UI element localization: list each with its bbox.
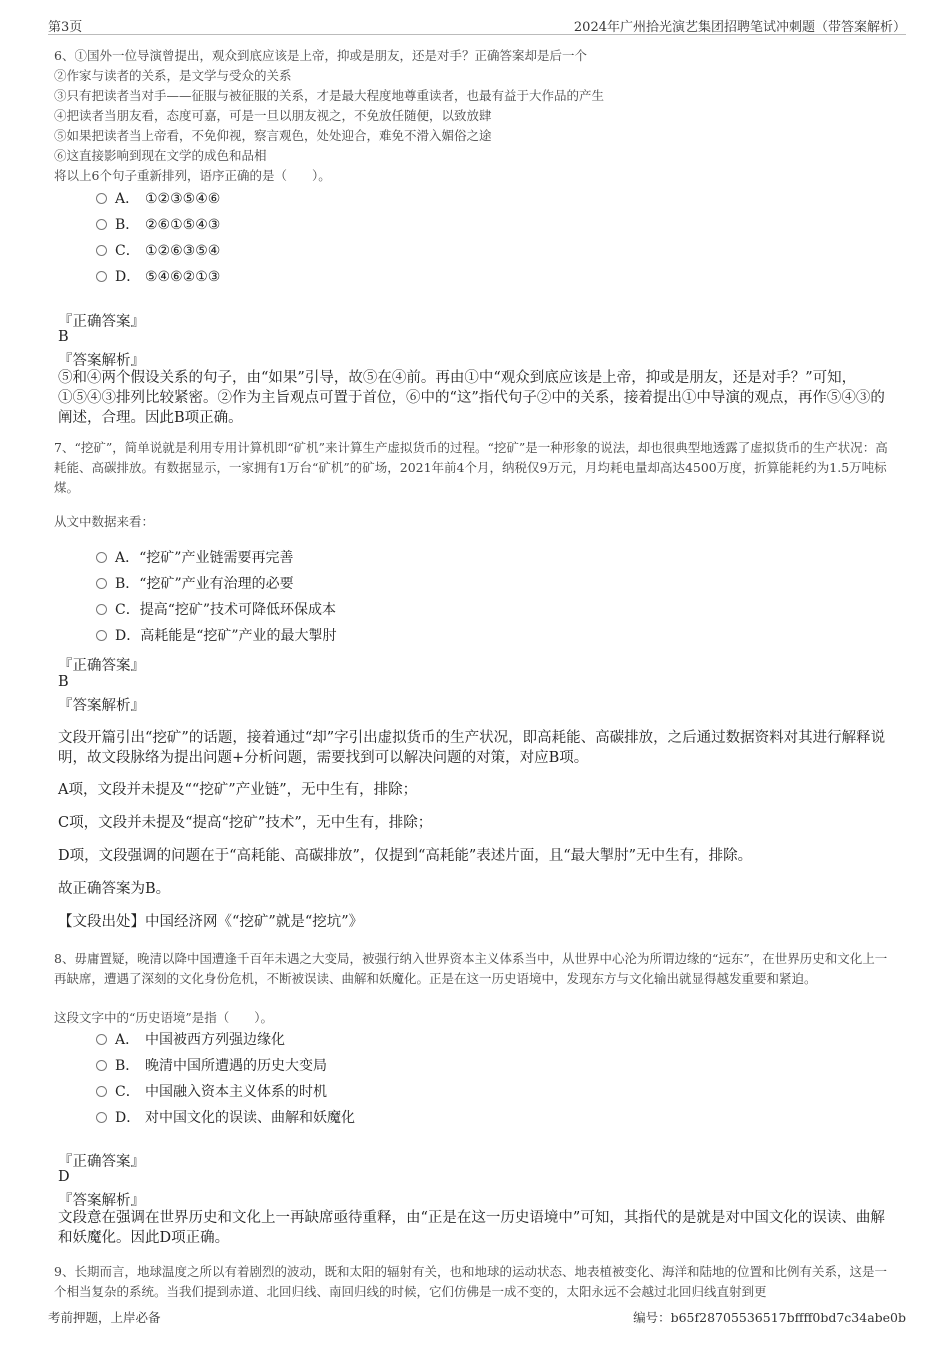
q8-option-a[interactable]: A． 中国被西方列强边缘化 — [96, 1029, 285, 1051]
radio-icon[interactable] — [96, 193, 107, 204]
q7-question: 从文中数据来看： — [54, 514, 155, 529]
q7-analysis-p3: C项，文段并未提及“提高“挖矿”技术”，无中生有，排除； — [58, 815, 433, 831]
q8-analysis-label: 『答案解析』 — [58, 1193, 145, 1209]
q6-line: ④把读者当朋友看，态度可嘉，可是一旦以朋友视之，不免放任随便，以致放肆 — [54, 108, 492, 123]
q6-line: ②作家与读者的关系，是文学与受众的关系 — [54, 68, 292, 83]
q6-answer: B — [58, 329, 69, 345]
q7-option-d[interactable]: D．高耗能是“挖矿”产业的最大掣肘 — [96, 625, 337, 647]
q6-option-c[interactable]: C． ①②⑥③⑤④ — [96, 240, 220, 262]
radio-icon[interactable] — [96, 1086, 107, 1097]
q7-source: 【文段出处】中国经济网《“挖矿”就是“挖坑”》 — [58, 914, 364, 930]
q7-option-b[interactable]: B．“挖矿”产业有治理的必要 — [96, 573, 294, 595]
radio-icon[interactable] — [96, 1112, 107, 1123]
document-title: 2024年广州拾光演艺集团招聘笔试冲刺题（带答案解析） — [573, 20, 906, 35]
q8-answer-label: 『正确答案』 — [58, 1154, 145, 1170]
q7-answer-label: 『正确答案』 — [58, 658, 145, 674]
q7-analysis-label: 『答案解析』 — [58, 698, 145, 714]
radio-icon[interactable] — [96, 245, 107, 256]
q7-answer: B — [58, 674, 69, 690]
question-9-stem: 9、长期而言，地球温度之所以有着剧烈的波动，既和太阳的辐射有关，也和地球的运动状态、地表植被变化、海洋和陆地的位置和比例有关系，这是一个相当复杂的系统。当我们提到赤道、北回归线、南回归线的时候，它们仿佛是一成不变的，太阳永远不会越过北回归线直射到更 — [54, 1264, 887, 1299]
question-6-stem — [54, 46, 894, 186]
q7-analysis-p2: A项，文段并未提及““挖矿”产业链”，无中生有，排除； — [58, 782, 418, 798]
q7-option-a[interactable]: A．“挖矿”产业链需要再完善 — [96, 547, 293, 569]
q6-answer-label: 『正确答案』 — [58, 314, 145, 330]
q6-option-d[interactable]: D． ⑤④⑥②①③ — [96, 266, 220, 288]
q8-answer: D — [58, 1169, 70, 1185]
q7-analysis-p4: D项，文段强调的问题在于“高耗能、高碳排放”，仅提到“高耗能”表述片面，且“最大掣肘”无中生有，排除。 — [58, 848, 753, 864]
q6-analysis: ⑤和④两个假设关系的句子，由“如果”引导，故⑤在④前。再由①中“观众到底应该是上帝，抑或是朋友，还是对手？”可知，①⑤④③排列比较紧密。②作为主旨观点可置于首位，⑥中的“这”指代句子②中的关系，接着提出①中导演的观点，再作⑤④③的阐述，合理。因此B项正确。 — [58, 370, 885, 426]
footer-slogan: 考前押题，上岸必备 — [48, 1310, 161, 1325]
radio-icon[interactable] — [96, 1034, 107, 1045]
q6-option-a[interactable]: A． ①②③⑤④⑥ — [96, 188, 220, 210]
q6-line: ③只有把读者当对手——征服与被征服的关系，才是最大程度地尊重读者，也最有益于大作品的产生 — [54, 88, 605, 103]
document-id: 编号：b65f28705536517bffff0bd7c34abe0b — [633, 1310, 906, 1325]
q7-analysis-p5: 故正确答案为B。 — [58, 881, 171, 897]
q8-analysis: 文段意在强调在世界历史和文化上一再缺席亟待重释，由“正是在这一历史语境中”可知，其指代的是就是对中国文化的误读、曲解和妖魔化。因此D项正确。 — [58, 1210, 885, 1246]
q6-line: 6、①国外一位导演曾提出，观众到底应该是上帝，抑或是朋友，还是对手？正确答案却是后一个 — [54, 48, 587, 63]
page-header — [48, 14, 906, 35]
radio-icon[interactable] — [96, 219, 107, 230]
q6-line: 将以上6个句子重新排列，语序正确的是（ ）。 — [54, 168, 331, 183]
q8-option-c[interactable]: C． 中国融入资本主义体系的时机 — [96, 1081, 327, 1103]
radio-icon[interactable] — [96, 1060, 107, 1071]
q7-analysis-p1: 文段开篇引出“挖矿”的话题，接着通过“却”字引出虚拟货币的生产状况，即高耗能、高碳排放，之后通过数据资料对其进行解释说明，故文段脉络为提出问题+分析问题，需要找到可以解决问题的对策，对应B项。 — [58, 730, 886, 766]
question-8-stem: 8、毋庸置疑，晚清以降中国遭逢千百年未遇之大变局，被强行纳入世界资本主义体系当中，从世界中心沦为所谓边缘的“远东”，在世界历史和文化上一再缺席，遭遇了深刻的文化身份危机，不断被误读、曲解和妖魔化。正是在这一历史语境中，发现东方与文化输出就显得越发重要和紧迫。 — [54, 951, 888, 986]
q8-option-d[interactable]: D． 对中国文化的误读、曲解和妖魔化 — [96, 1107, 355, 1129]
q8-option-b[interactable]: B． 晚清中国所遭遇的历史大变局 — [96, 1055, 327, 1077]
q6-line: ⑤如果把读者当上帝看，不免仰视，察言观色，处处迎合，难免不滑入媚俗之途 — [54, 128, 492, 143]
q6-analysis-label: 『答案解析』 — [58, 353, 145, 369]
radio-icon[interactable] — [96, 578, 107, 589]
q6-line: ⑥这直接影响到现在文学的成色和品相 — [54, 148, 267, 163]
q6-option-b[interactable]: B． ②⑥①⑤④③ — [96, 214, 220, 236]
page-footer — [48, 1308, 906, 1326]
radio-icon[interactable] — [96, 552, 107, 563]
q7-option-c[interactable]: C．提高“挖矿”技术可降低环保成本 — [96, 599, 336, 621]
radio-icon[interactable] — [96, 271, 107, 282]
page-number: 第3页 — [48, 20, 83, 35]
radio-icon[interactable] — [96, 604, 107, 615]
q8-question: 这段文字中的“历史语境”是指（ ）。 — [54, 1010, 274, 1025]
radio-icon[interactable] — [96, 630, 107, 641]
question-7-stem: 7、“挖矿”，简单说就是利用专用计算机即“矿机”来计算生产虚拟货币的过程。“挖矿”是一种形象的说法，却也很典型地透露了虚拟货币的生产状况：高耗能、高碳排放。有数据显示，一家拥有1万台“矿机”的矿场，2021年前4个月，纳税仅9万元，月均耗电量却高达4500万度，折算能耗约为1.5万吨标煤。 — [54, 440, 888, 495]
